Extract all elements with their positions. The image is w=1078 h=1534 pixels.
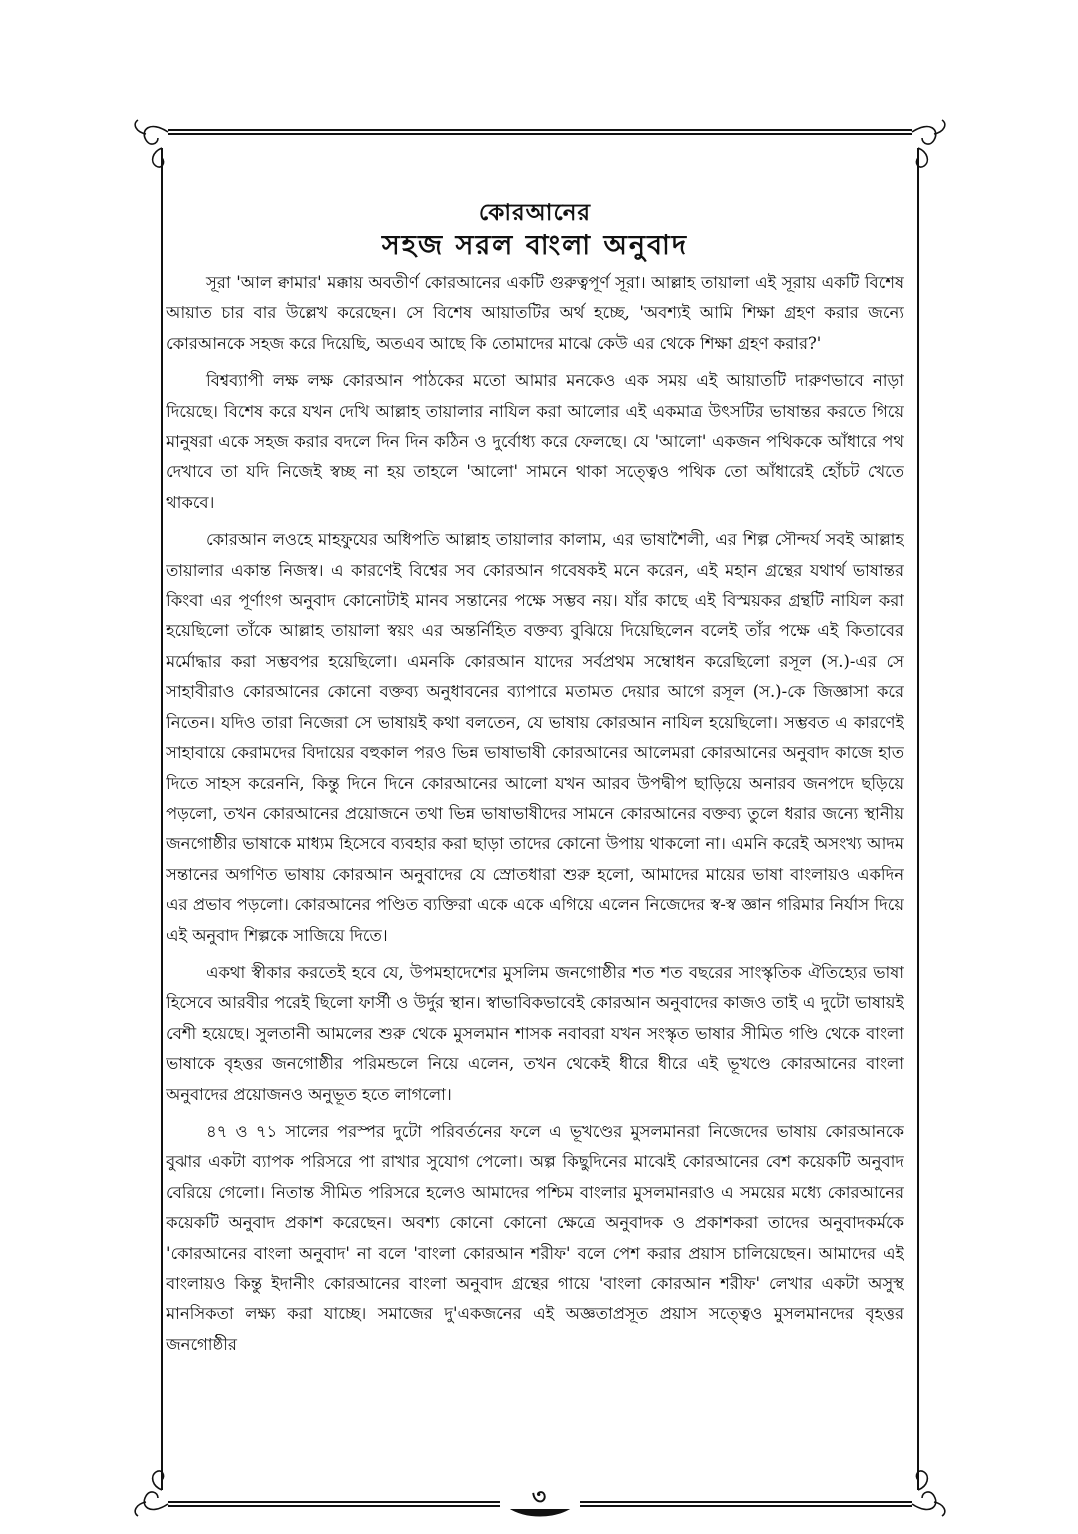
paragraph-3: কোরআন লওহে মাহফুযের অধিপতি আল্লাহ তায়ালার কালাম, এর ভাষাশৈলী, এর শিল্প সৌন্দর্য সবই আল্লাহ তায়ালার একান্ত নিজস্ব। এ কারণেই বিশ্বের সব কোরআন গবেষকই মনে করেন, এই মহান গ্রন্থের যথার্থ ভাষান্তর কিংবা এর পূর্ণাংগ অনুবাদ কোনোটাই মানব সন্তানের পক্ষে সম্ভব নয়। যাঁর কাছে এই বিস্ময়কর গ্রন্থটি নাযিল করা হয়েছিলো তাঁকে আল্লাহ তায়ালা স্বয়ং এর অন্তর্নিহিত বক্তব্য বুঝিয়ে দিয়েছিলেন বলেই তাঁর পক্ষে এই কিতাবের মর্মোদ্ধার করা সম্ভবপর হয়েছিলো। এমনকি কোরআন যাদের সর্বপ্রথম সম্বোধন করেছিলো রসূল (স.)-এর সে সাহাবীরাও কোরআনের কোনো বক্তব্য অনুধাবনের ব্যাপারে মতামত দেয়ার আগে রসূল (স.)-কে জিজ্ঞাসা করে নিতেন। যদিও তারা নিজেরা সে ভাষায়ই কথা বলতেন, যে ভাষায় কোরআন নাযিল হয়েছিলো। সম্ভবত এ কারণেই সাহাবায়ে কেরামদের বিদায়ের বহুকাল পরও ভিন্ন ভাষাভাষী কোরআনের আলেমরা কোরআনের অনুবাদ কাজে হাত দিতে সাহস করেননি, কিন্তু দিনে দিনে কোরআনের আলো যখন আরব উপদ্বীপ ছাড়িয়ে অনারব জনপদে ছড়িয়ে পড়লো, তখন কোরআনের প্রয়োজনে তথা ভিন্ন ভাষাভাষীদের সামনে কোরআনের বক্তব্য তুলে ধরার জন্যে স্থানীয় জনগোষ্ঠীর ভাষাকে মাধ্যম হিসেবে ব্যবহার করা ছাড়া তাদের কোনো উপায় থাকলো না। এমনি করেই অসংখ্য আদম সন্তানের অগণিত ভাষায় কোরআন অনুবাদের যে স্রোতধারা শুরু হলো, আমাদের মায়ের ভাষা বাংলায়ও একদিন এর প্রভাব পড়লো। কোরআনের পণ্ডিত ব্যক্তিরা একে একে এগিয়ে এলেন নিজেদের স্ব-স্ব জ্ঞান গরিমার নির্যাস দিয়ে এই অনুবাদ শিল্পকে সাজিয়ে দিতে। xyxy=(166,530,904,945)
title-block xyxy=(166,198,904,264)
title-line-1: কোরআনের xyxy=(478,200,592,226)
paragraph-4: একথা স্বীকার করতেই হবে যে, উপমহাদেশের মুসলিম জনগোষ্ঠীর শত শত বছরের সাংস্কৃতিক ঐতিহ্যের ভাষা হিসেবে আরবীর পরেই ছিলো ফার্সী ও উর্দুর স্থান। স্বাভাবিকভাবেই কোরআন অনুবাদের কাজও তাই এ দুটো ভাষায়ই বেশী হয়েছে। সুলতানী আমলের শুরু থেকে মুসলমান শাসক নবাবরা যখন সংস্কৃত ভাষার সীমিত গণ্ডি থেকে বাংলা ভাষাকে বৃহত্তর জনগোষ্ঠীর পরিমন্ডলে নিয়ে এলেন, তখন থেকেই ধীরে ধীরে এই ভূখণ্ডে কোরআনের বাংলা অনুবাদের প্রয়োজনও অনুভূত হতে লাগলো। xyxy=(166,962,904,1104)
title-line-2: সহজ সরল বাংলা অনুবাদ xyxy=(381,230,689,261)
paragraph-5: ৪৭ ও ৭১ সালের পরস্পর দুটো পরিবর্তনের ফলে এ ভূখণ্ডের মুসলমানরা নিজেদের ভাষায় কোরআনকে বুঝার একটা ব্যাপক পরিসরে পা রাখার সুযোগ পেলো। অল্প কিছুদিনের মাঝেই কোরআনের বেশ কয়েকটি অনুবাদ বেরিয়ে গেলো। নিতান্ত সীমিত পরিসরে হলেও আমাদের পশ্চিম বাংলার মুসলমানরাও এ সময়ের মধ্যে কোরআনের কয়েকটি অনুবাদ প্রকাশ করেছেন। অবশ্য কোনো কোনো ক্ষেত্রে অনুবাদক ও প্রকাশকরা তাদের অনুবাদকর্মকে 'কোরআনের বাংলা অনুবাদ' না বলে 'বাংলা কোরআন শরীফ' বলে পেশ করার প্রয়াস চালিয়েছেন। আমাদের এই বাংলায়ও কিন্তু ইদানীং কোরআনের বাংলা অনুবাদ গ্রন্থের গায়ে 'বাংলা কোরআন শরীফ' লেখার একটা অসুস্থ মানসিকতা লক্ষ্য করা যাচ্ছে। সমাজের দু'একজনের এই অজ্ঞতাপ্রসূত প্রয়াস সত্ত্বেও মুসলমানদের বৃহত্তর জনগোষ্ঠীর xyxy=(166,1121,904,1354)
page-number: ৩ xyxy=(531,1485,547,1510)
document-body xyxy=(166,198,904,1508)
paragraph-2: বিশ্বব্যাপী লক্ষ লক্ষ কোরআন পাঠকের মতো আমার মনকেও এক সময় এই আয়াতটি দারুণভাবে নাড়া দিয়েছে। বিশেষ করে যখন দেখি আল্লাহ তায়ালার নাযিল করা আলোর এই একমাত্র উৎসটির ভাষান্তর করতে গিয়ে মানুষরা একে সহজ করার বদলে দিন দিন কঠিন ও দুর্বোধ্য করে ফেলছে। যে 'আলো' একজন পথিককে আঁধারে পথ দেখাবে তা যদি নিজেই স্বচ্ছ না হয় তাহলে 'আলো' সামনে থাকা সত্ত্বেও পথিক তো আঁধারেই হোঁচট খেতে থাকবে। xyxy=(166,371,904,512)
page-number-container xyxy=(0,1476,1078,1513)
corner-ornament-icon xyxy=(135,120,168,167)
paragraph-1: সূরা 'আল ক্বামার' মক্কায় অবতীর্ণ কোরআনের একটি গুরুত্বপূর্ণ সূরা। আল্লাহ তায়ালা এই সূরায় একটি বিশেষ আয়াত চার বার উল্লেখ করেছেন। সে বিশেষ আয়াতটির অর্থ হচ্ছে, 'অবশ্যই আমি শিক্ষা গ্রহণ করার জন্যে কোরআনকে সহজ করে দিয়েছি, অতএব আছে কি তোমাদের মাঝে কেউ এর থেকে শিক্ষা গ্রহণ করার?' xyxy=(166,273,904,353)
